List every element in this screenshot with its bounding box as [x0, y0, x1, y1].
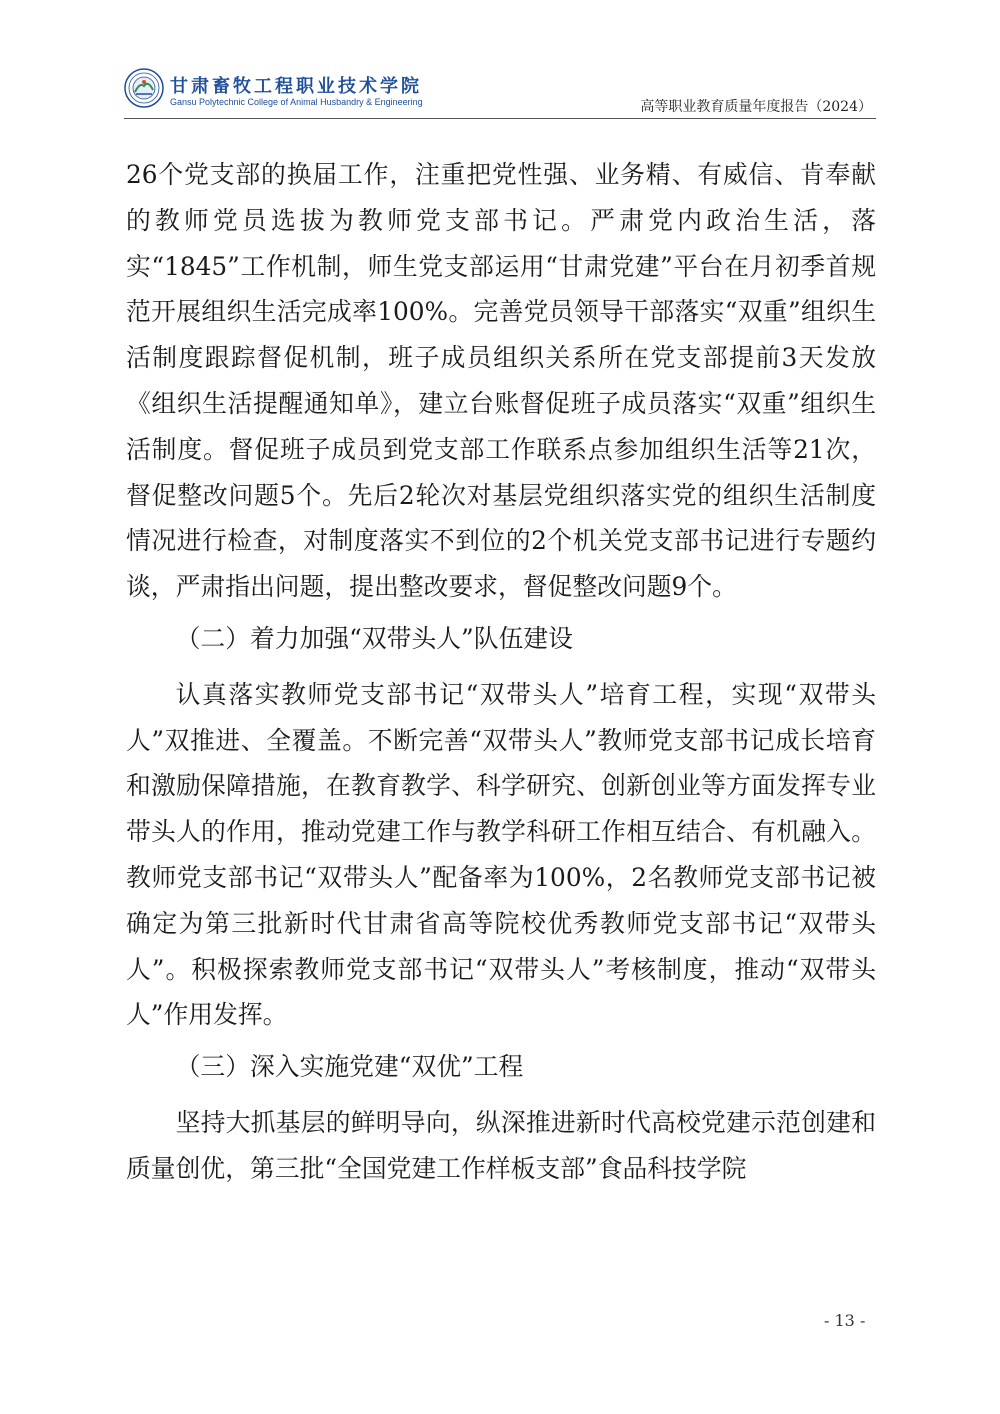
- header-divider: [124, 118, 876, 119]
- school-name-en: Gansu Polytechnic College of Animal Husbandry & Engineering: [170, 97, 423, 107]
- page-body: [126, 152, 876, 1192]
- college-seal-icon: [124, 68, 164, 108]
- page-header: [124, 66, 876, 122]
- paragraph-party-branch-life: 26个党支部的换届工作，注重把党性强、业务精、有威信、肯奉献的教师党员选拔为教师党支部书记。严肃党内政治生活，落实“1845”工作机制，师生党支部运用“甘肃党建”平台在月初季首规范开展组织生活完成率100%。完善党员领导干部落实“双重”组织生活制度跟踪督促机制，班子成员组织关系所在党支部提前3天发放《组织生活提醒通知单》，建立台账督促班子成员落实“双重”组织生活制度。督促班子成员到党支部工作联系点参加组织生活等21次，督促整改问题5个。先后2轮次对基层党组织落实党的组织生活制度情况进行检查，对制度落实不到位的2个机关党支部书记进行专题约谈，严肃指出问题，提出整改要求，督促整改问题9个。: [126, 160, 876, 602]
- paragraph-double-excellence: 坚持大抓基层的鲜明导向，纵深推进新时代高校党建示范创建和质量创优，第三批“全国党建工作样板支部”食品科技学院: [126, 1107, 876, 1183]
- section-heading-double-excellence: （三）深入实施党建“双优”工程: [175, 1052, 524, 1082]
- section-heading-double-leader: （二）着力加强“双带头人”队伍建设: [175, 623, 573, 653]
- report-title: 高等职业教育质量年度报告（2024）: [640, 99, 872, 115]
- page-number: - 13 -: [824, 1311, 866, 1330]
- paragraph-double-leader: 认真落实教师党支部书记“双带头人”培育工程，实现“双带头人”双推进、全覆盖。不断完善“双带头人”教师党支部书记成长培育和激励保障措施，在教育教学、科学研究、创新创业等方面发挥专业带头人的作用，推动党建工作与教学科研工作相互结合、有机融入。教师党支部书记“双带头人”配备率为100%，2名教师党支部书记被确定为第三批新时代甘肃省高等院校优秀教师党支部书记“双带头人”。积极探索教师党支部书记“双带头人”考核制度，推动“双带头人”作用发挥。: [126, 679, 876, 1030]
- school-name-cn: 甘肃畜牧工程职业技术学院: [170, 76, 422, 97]
